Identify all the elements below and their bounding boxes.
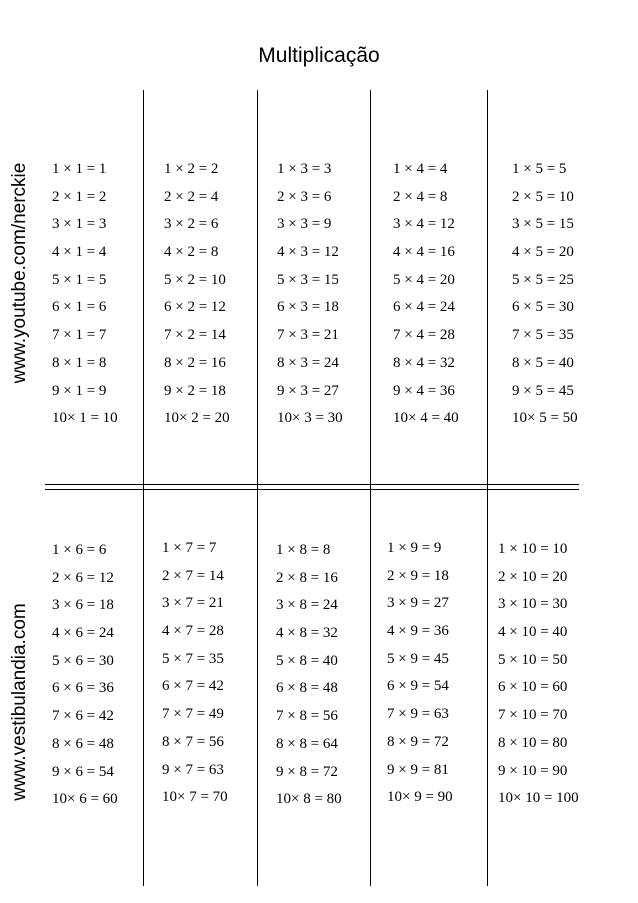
multiplication-row: 4 × 2 = 8 (164, 244, 219, 261)
multiplication-row: 3 × 9 = 27 (387, 595, 449, 612)
multiplication-row: 2 × 10 = 20 (498, 568, 568, 585)
multiplication-row: 7 × 9 = 63 (387, 706, 449, 723)
multiplication-row: 4 × 9 = 36 (387, 623, 449, 640)
multiplication-row: 7 × 1 = 7 (52, 327, 107, 344)
multiplication-row: 7 × 8 = 56 (276, 708, 338, 725)
multiplication-row: 2 × 3 = 6 (277, 188, 332, 205)
multiplication-row: 8 × 2 = 16 (164, 354, 226, 371)
multiplication-row: 7 × 5 = 35 (512, 327, 574, 344)
multiplication-row: 6 × 4 = 24 (393, 299, 455, 316)
multiplication-row: 5 × 7 = 35 (162, 650, 224, 667)
multiplication-row: 9 × 10 = 90 (498, 762, 568, 779)
multiplication-row: 9 × 6 = 54 (52, 763, 114, 780)
multiplication-row: 3 × 4 = 12 (393, 216, 455, 233)
table-9-column (387, 541, 453, 818)
page-title: Multiplicação (258, 44, 380, 67)
multiplication-row: 5 × 8 = 40 (276, 652, 338, 669)
multiplication-row: 4 × 3 = 12 (277, 244, 339, 261)
multiplication-row: 6 × 9 = 54 (387, 678, 449, 695)
multiplication-row: 10× 6 = 60 (52, 791, 118, 808)
multiplication-row: 3 × 3 = 9 (277, 216, 332, 233)
multiplication-row: 1 × 9 = 9 (387, 540, 442, 556)
multiplication-row: 6 × 6 = 36 (52, 680, 114, 697)
multiplication-row: 2 × 7 = 14 (162, 567, 224, 584)
multiplication-row: 8 × 5 = 40 (512, 354, 574, 371)
multiplication-row: 9 × 4 = 36 (393, 382, 455, 399)
multiplication-row: 1 × 5 = 5 (512, 161, 567, 177)
multiplication-row: 7 × 10 = 70 (498, 707, 568, 724)
multiplication-row: 2 × 5 = 10 (512, 188, 574, 205)
multiplication-row: 9 × 2 = 18 (164, 382, 226, 399)
multiplication-row: 1 × 1 = 1 (52, 161, 107, 177)
multiplication-row: 4 × 5 = 20 (512, 244, 574, 261)
multiplication-row: 3 × 8 = 24 (276, 597, 338, 614)
multiplication-row: 10× 7 = 70 (162, 789, 228, 806)
multiplication-row: 7 × 4 = 28 (393, 327, 455, 344)
multiplication-row: 10× 8 = 80 (276, 791, 342, 808)
multiplication-row: 9 × 8 = 72 (276, 763, 338, 780)
multiplication-row: 6 × 2 = 12 (164, 299, 226, 316)
multiplication-row: 4 × 1 = 4 (52, 244, 107, 261)
multiplication-row: 5 × 4 = 20 (393, 271, 455, 288)
multiplication-row: 3 × 10 = 30 (498, 596, 568, 613)
section-divider (45, 484, 579, 485)
multiplication-row: 8 × 8 = 64 (276, 735, 338, 752)
multiplication-row: 7 × 7 = 49 (162, 706, 224, 723)
multiplication-row: 8 × 4 = 32 (393, 354, 455, 371)
multiplication-row: 2 × 8 = 16 (276, 569, 338, 586)
multiplication-row: 5 × 10 = 50 (498, 651, 568, 668)
multiplication-row: 9 × 7 = 63 (162, 761, 224, 778)
multiplication-row: 1 × 3 = 3 (277, 161, 332, 177)
multiplication-row: 7 × 6 = 42 (52, 708, 114, 725)
multiplication-row: 3 × 2 = 6 (164, 216, 219, 233)
multiplication-row: 3 × 7 = 21 (162, 595, 224, 612)
multiplication-row: 10× 2 = 20 (164, 410, 230, 427)
multiplication-row: 10× 4 = 40 (393, 410, 459, 427)
multiplication-row: 6 × 8 = 48 (276, 680, 338, 697)
multiplication-row: 4 × 10 = 40 (498, 624, 568, 641)
side-url-youtube: www.youtube.com/nerckie (9, 162, 30, 384)
multiplication-row: 5 × 1 = 5 (52, 271, 107, 288)
multiplication-row: 3 × 1 = 3 (52, 216, 107, 233)
multiplication-row: 9 × 9 = 81 (387, 761, 449, 778)
multiplication-row: 9 × 5 = 45 (512, 382, 574, 399)
column-divider (257, 90, 258, 886)
multiplication-row: 2 × 9 = 18 (387, 567, 449, 584)
multiplication-row: 2 × 2 = 4 (164, 188, 219, 205)
multiplication-row: 1 × 2 = 2 (164, 161, 219, 177)
multiplication-row: 6 × 5 = 30 (512, 299, 574, 316)
multiplication-row: 10× 5 = 50 (512, 410, 578, 427)
multiplication-row: 1 × 10 = 10 (498, 541, 568, 557)
multiplication-row: 6 × 3 = 18 (277, 299, 339, 316)
multiplication-row: 5 × 5 = 25 (512, 271, 574, 288)
multiplication-row: 8 × 9 = 72 (387, 733, 449, 750)
table-3-column (277, 162, 343, 439)
column-divider (143, 90, 144, 886)
multiplication-row: 10× 10 = 100 (498, 790, 579, 807)
multiplication-row: 1 × 4 = 4 (393, 161, 448, 177)
column-divider (370, 90, 371, 886)
multiplication-row: 7 × 2 = 14 (164, 327, 226, 344)
multiplication-row: 9 × 3 = 27 (277, 382, 339, 399)
table-10-column (498, 542, 579, 819)
multiplication-row: 6 × 1 = 6 (52, 299, 107, 316)
multiplication-row: 8 × 10 = 80 (498, 734, 568, 751)
multiplication-row: 6 × 7 = 42 (162, 678, 224, 695)
section-divider (45, 489, 579, 490)
table-5-column (512, 162, 578, 439)
multiplication-row: 1 × 6 = 6 (52, 542, 107, 558)
table-1-column (52, 162, 118, 439)
multiplication-row: 8 × 6 = 48 (52, 735, 114, 752)
multiplication-row: 2 × 4 = 8 (393, 188, 448, 205)
multiplication-row: 3 × 6 = 18 (52, 597, 114, 614)
multiplication-row: 5 × 2 = 10 (164, 271, 226, 288)
multiplication-row: 3 × 5 = 15 (512, 216, 574, 233)
table-4-column (393, 162, 459, 439)
multiplication-row: 5 × 3 = 15 (277, 271, 339, 288)
table-6-column (52, 543, 118, 820)
multiplication-row: 1 × 7 = 7 (162, 540, 217, 556)
multiplication-row: 7 × 3 = 21 (277, 327, 339, 344)
multiplication-row: 4 × 4 = 16 (393, 244, 455, 261)
multiplication-row: 8 × 7 = 56 (162, 733, 224, 750)
column-divider (487, 90, 488, 886)
side-url-vestibulandia: www.vestibulandia.com (9, 603, 30, 801)
multiplication-row: 5 × 9 = 45 (387, 650, 449, 667)
multiplication-row: 4 × 8 = 32 (276, 625, 338, 642)
multiplication-row: 10× 9 = 90 (387, 789, 453, 806)
multiplication-row: 9 × 1 = 9 (52, 382, 107, 399)
multiplication-row: 4 × 7 = 28 (162, 623, 224, 640)
table-2-column (164, 162, 230, 439)
multiplication-row: 10× 1 = 10 (52, 410, 118, 427)
multiplication-row: 1 × 8 = 8 (276, 542, 331, 558)
multiplication-row: 6 × 10 = 60 (498, 679, 568, 696)
multiplication-row: 10× 3 = 30 (277, 410, 343, 427)
multiplication-row: 8 × 1 = 8 (52, 354, 107, 371)
table-7-column (162, 541, 228, 818)
table-8-column (276, 543, 342, 820)
multiplication-row: 4 × 6 = 24 (52, 625, 114, 642)
multiplication-row: 8 × 3 = 24 (277, 354, 339, 371)
multiplication-row: 5 × 6 = 30 (52, 652, 114, 669)
multiplication-row: 2 × 1 = 2 (52, 188, 107, 205)
multiplication-row: 2 × 6 = 12 (52, 569, 114, 586)
